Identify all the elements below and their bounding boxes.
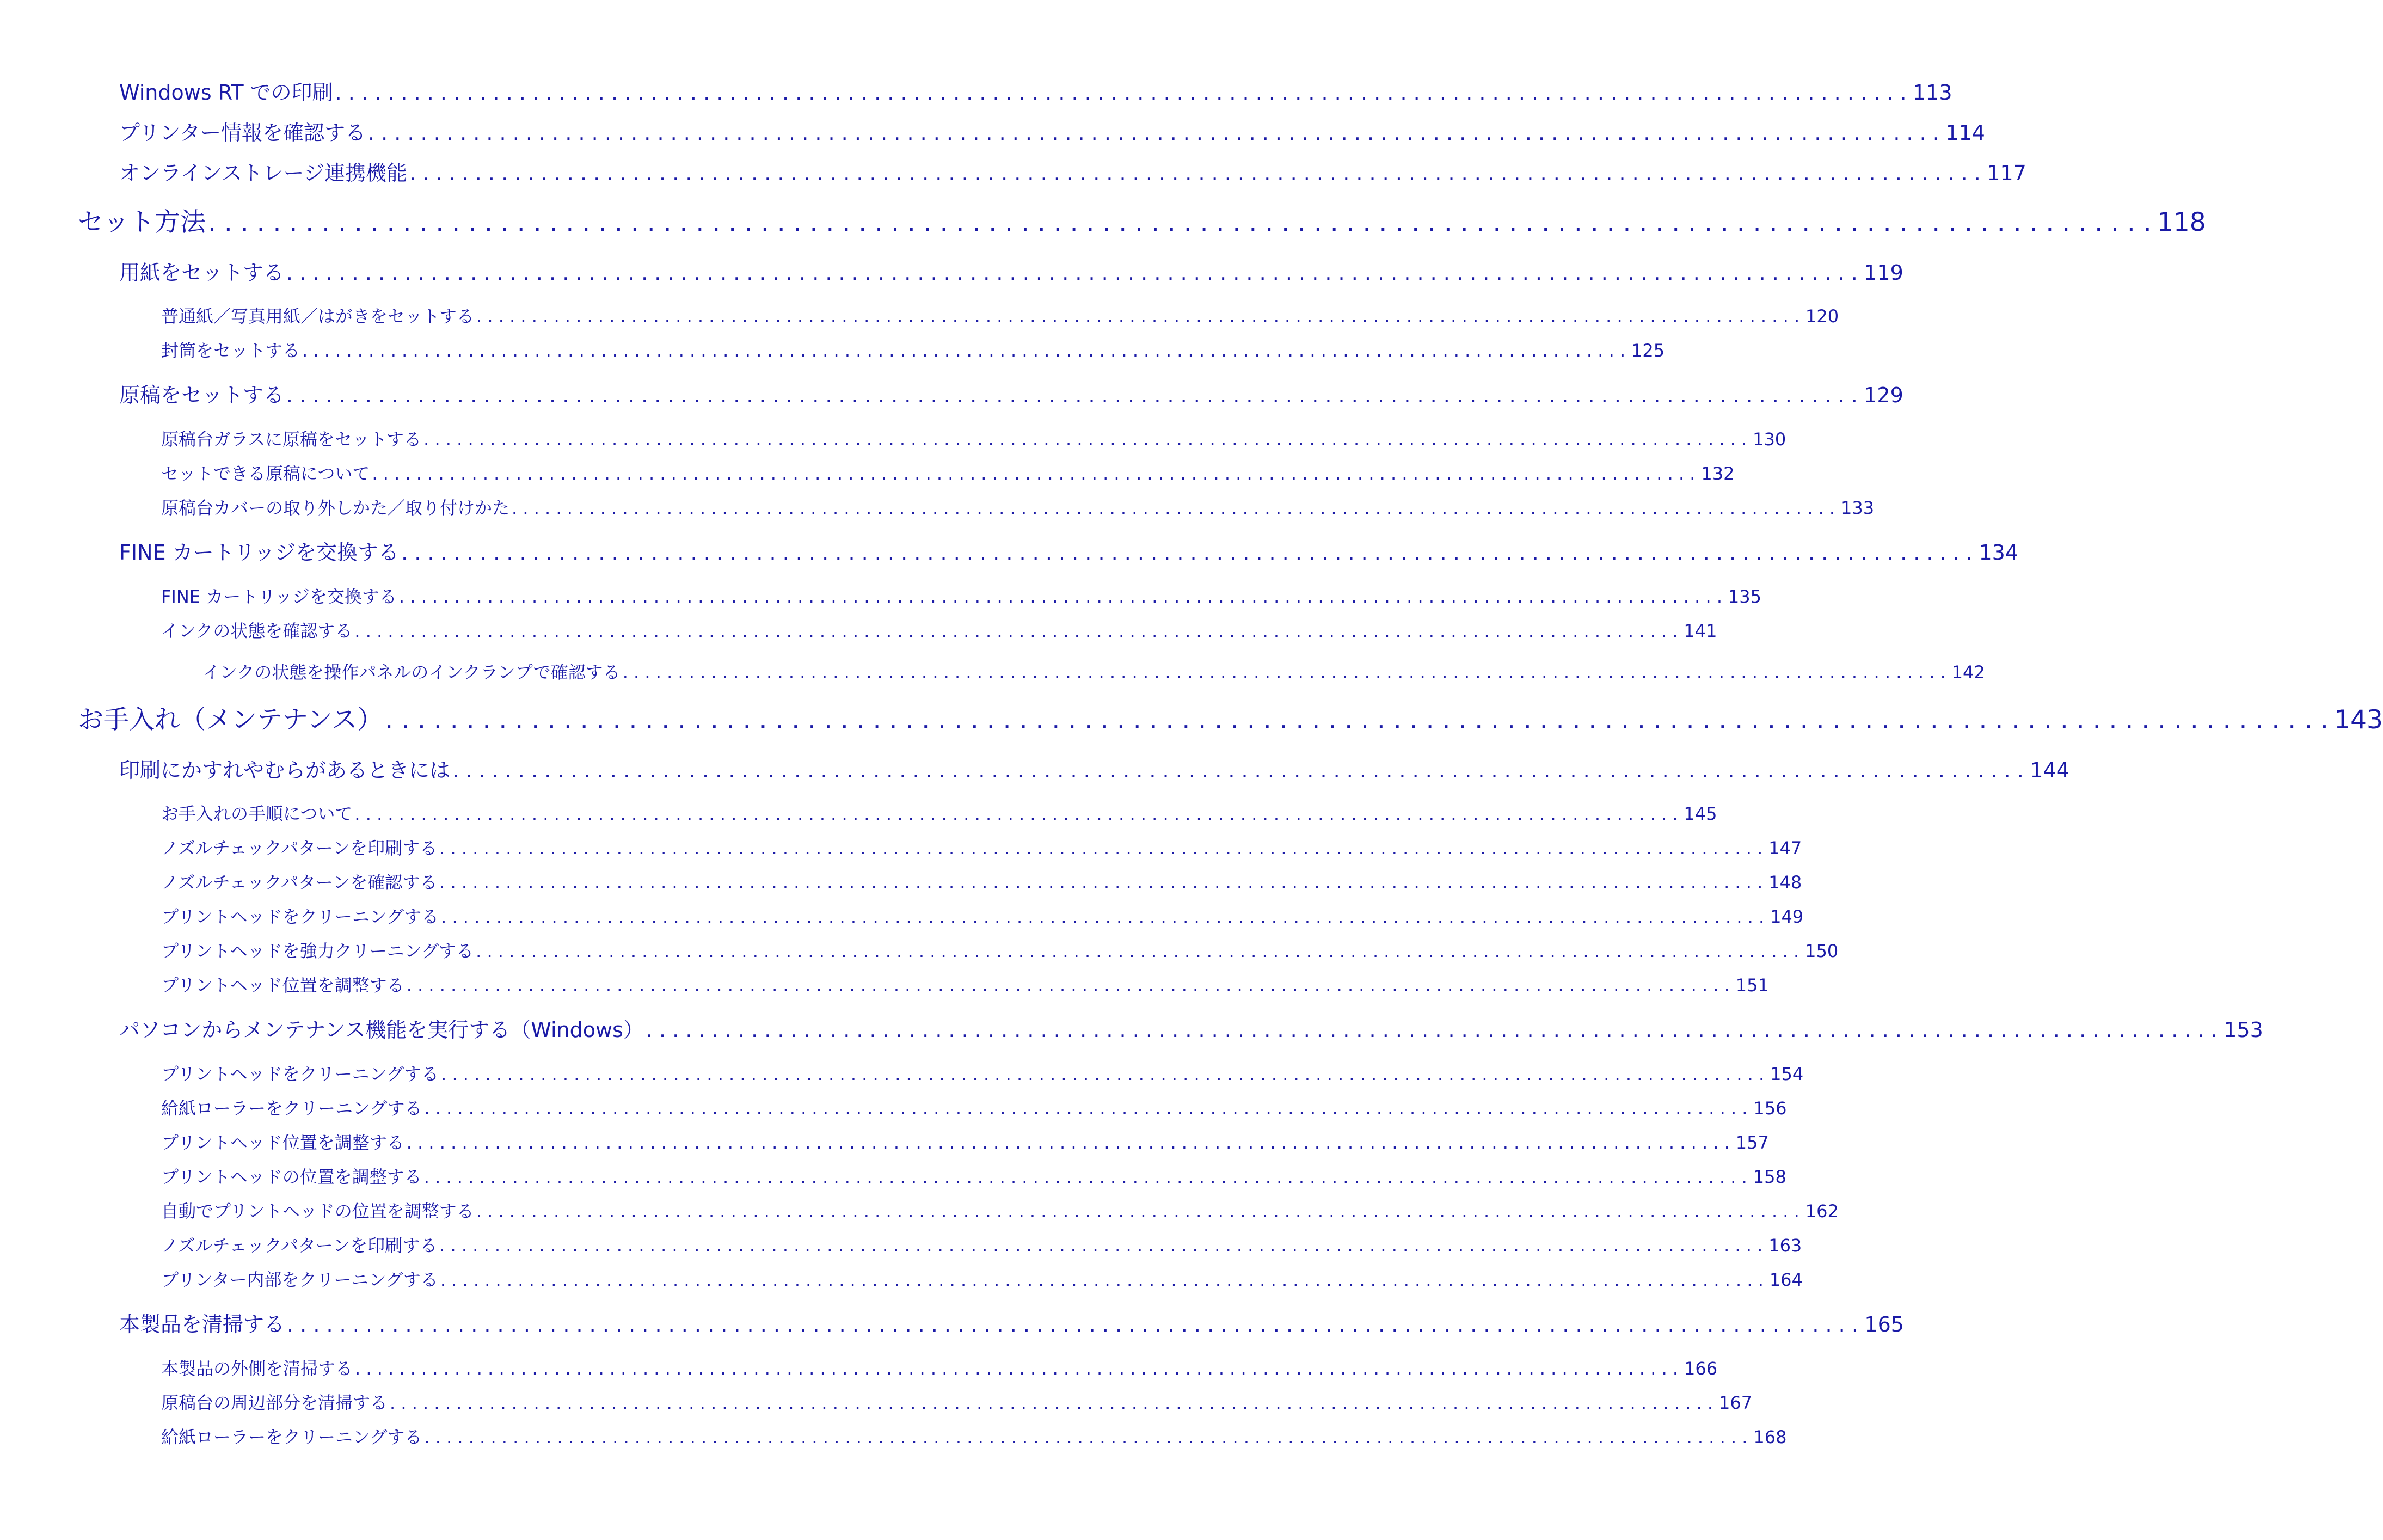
dot-leader: . . . . . . . . . . . . . . . . . . . . . . . . . . . . . . . . . . . . . . . . . . . . . . . . . . . . . . . . . . . . . . . . . . . . . . . . . . . . . . . . . . . . . . . . . . . . . . . . . . . . . . . . . . . . . . . . . . . . . . . . <box>476 306 1800 327</box>
toc-entry-title: インクの状態を確認する <box>161 621 353 641</box>
toc-entry-title: プリントヘッドをクリーニングする <box>161 1064 439 1084</box>
dot-leader: . . . . . . . . . . . . . . . . . . . . . . . . . . . . . . . . . . . . . . . . . . . . . . . . . . . . . . . . . . . . . . . . . . . . . . . . . . . . . . . . . . . . . . . . . . . . . . . . . . . . . . . . . . . . . . . . . . . . . . . . <box>385 705 2329 735</box>
toc-entry-title: プリントヘッドの位置を調整する <box>161 1167 422 1187</box>
toc-entry-title: ノズルチェックパターンを印刷する <box>161 838 438 858</box>
toc-entry-page-number: 119 <box>1864 261 1903 285</box>
toc-entry-level3[interactable] <box>161 494 1875 519</box>
toc-entry-title: 本製品の外側を清掃する <box>161 1358 353 1379</box>
toc-entry-level2[interactable] <box>119 378 1903 408</box>
toc-entry-level3[interactable] <box>161 1198 1839 1223</box>
dot-leader: . . . . . . . . . . . . . . . . . . . . . . . . . . . . . . . . . . . . . . . . . . . . . . . . . . . . . . . . . . . . . . . . . . . . . . . . . . . . . . . . . . . . . . . . . . . . . . . . . . . . . . . . . . . . . . . . . . . . . . . . <box>424 1098 1748 1119</box>
toc-entry-page-number: 149 <box>1770 906 1804 927</box>
toc-entry-title: 自動でプリントヘッドの位置を調整する <box>161 1201 474 1222</box>
toc-entry-page-number: 129 <box>1864 383 1903 407</box>
toc-entry-page-number: 164 <box>1769 1269 1803 1290</box>
toc-entry-level1[interactable] <box>78 700 2383 736</box>
toc-entry-title: プリントヘッド位置を調整する <box>161 1132 404 1153</box>
toc-entry-page-number: 153 <box>2224 1018 2263 1042</box>
toc-entry-page-number: 148 <box>1768 872 1802 893</box>
dot-leader: . . . . . . . . . . . . . . . . . . . . . . . . . . . . . . . . . . . . . . . . . . . . . . . . . . . . . . . . . . . . . . . . . . . . . . . . . . . . . . . . . . . . . . . . . . . . . . . . . . . . . . . . . . . . . . . . . . . . . . . . <box>355 1358 1679 1379</box>
dot-leader: . . . . . . . . . . . . . . . . . . . . . . . . . . . . . . . . . . . . . . . . . . . . . . . . . . . . . . . . . . . . . . . . . . . . . . . . . . . . . . . . . . . . . . . . . . . . . . . . . . . . . . . . . . . . . . . . . . . . . . . . <box>441 906 1765 927</box>
toc-entry-page-number: 165 <box>1864 1312 1904 1336</box>
dot-leader: . . . . . . . . . . . . . . . . . . . . . . . . . . . . . . . . . . . . . . . . . . . . . . . . . . . . . . . . . . . . . . . . . . . . . . . . . . . . . . . . . . . . . . . . . . . . . . . . . . . . . . . . . . . . . . . . . . . . . . . . <box>208 207 2152 237</box>
toc-entry-level3[interactable] <box>161 1355 1718 1380</box>
dot-leader: . . . . . . . . . . . . . . . . . . . . . . . . . . . . . . . . . . . . . . . . . . . . . . . . . . . . . . . . . . . . . . . . . . . . . . . . . . . . . . . . . . . . . . . . . . . . . . . . . . . . . . . . . . . . . . . . . . . . . . . . <box>439 872 1763 893</box>
toc-entry-title: お手入れの手順について <box>161 803 353 824</box>
toc-entry-level3[interactable] <box>161 303 1839 328</box>
toc-entry-level4[interactable] <box>202 659 1985 684</box>
toc-entry-level3[interactable] <box>161 1232 1802 1257</box>
toc-entry-page-number: 125 <box>1631 340 1665 361</box>
toc-entry-title: 原稿台カバーの取り外しかた／取り付けかた <box>161 498 510 518</box>
toc-entry-level3[interactable] <box>161 337 1665 362</box>
dot-leader: . . . . . . . . . . . . . . . . . . . . . . . . . . . . . . . . . . . . . . . . . . . . . . . . . . . . . . . . . . . . . . . . . . . . . . . . . . . . . . . . . . . . . . . . . . . . . . . . . . . . . . . . . . . . . . . . . . . . . . . . <box>286 261 1858 285</box>
toc-entry-page-number: 150 <box>1805 941 1839 961</box>
dot-leader: . . . . . . . . . . . . . . . . . . . . . . . . . . . . . . . . . . . . . . . . . . . . . . . . . . . . . . . . . . . . . . . . . . . . . . . . . . . . . . . . . . . . . . . . . . . . . . . . . . . . . . . . . . . . . . . . . . . . . . . . <box>424 1427 1748 1447</box>
dot-leader: . . . . . . . . . . . . . . . . . . . . . . . . . . . . . . . . . . . . . . . . . . . . . . . . . . . . . . . . . . . . . . . . . . . . . . . . . . . . . . . . . . . . . . . . . . . . . . . . . . . . . . . . . . . . . . . . . . . . . . . . <box>441 1064 1765 1084</box>
dot-leader: . . . . . . . . . . . . . . . . . . . . . . . . . . . . . . . . . . . . . . . . . . . . . . . . . . . . . . . . . . . . . . . . . . . . . . . . . . . . . . . . . . . . . . . . . . . . . . . . . . . . . . . . . . . . . . . . . . . . . . . . <box>423 429 1747 450</box>
dot-leader: . . . . . . . . . . . . . . . . . . . . . . . . . . . . . . . . . . . . . . . . . . . . . . . . . . . . . . . . . . . . . . . . . . . . . . . . . . . . . . . . . . . . . . . . . . . . . . . . . . . . . . . . . . . . . . . . . . . . . . . . <box>367 121 1939 145</box>
dot-leader: . . . . . . . . . . . . . . . . . . . . . . . . . . . . . . . . . . . . . . . . . . . . . . . . . . . . . . . . . . . . . . . . . . . . . . . . . . . . . . . . . . . . . . . . . . . . . . . . . . . . . . . . . . . . . . . . . . . . . . . . <box>406 1132 1730 1153</box>
toc-entry-level2[interactable] <box>119 116 1985 146</box>
toc-entry-page-number: 120 <box>1805 306 1839 327</box>
toc-entry-title: プリントヘッドをクリーニングする <box>161 906 439 927</box>
toc-entry-level2[interactable] <box>119 1308 1904 1337</box>
toc-entry-title: プリンター情報を確認する <box>119 121 366 145</box>
toc-entry-page-number: 118 <box>2157 207 2206 237</box>
toc-entry-page-number: 130 <box>1753 429 1786 450</box>
toc-entry-title: 原稿をセットする <box>119 383 284 407</box>
dot-leader: . . . . . . . . . . . . . . . . . . . . . . . . . . . . . . . . . . . . . . . . . . . . . . . . . . . . . . . . . . . . . . . . . . . . . . . . . . . . . . . . . . . . . . . . . . . . . . . . . . . . . . . . . . . . . . . . . . . . . . . . <box>476 941 1799 961</box>
toc-entry-title: セットできる原稿について <box>161 463 370 484</box>
dot-leader: . . . . . . . . . . . . . . . . . . . . . . . . . . . . . . . . . . . . . . . . . . . . . . . . . . . . . . . . . . . . . . . . . . . . . . . . . . . . . . . . . . . . . . . . . . . . . . . . . . . . . . . . . . . . . . . . . . . . . . . . <box>622 662 1946 683</box>
toc-entry-page-number: 134 <box>1979 541 2018 565</box>
toc-entry-title: インクの状態を操作パネルのインクランプで確認する <box>202 662 621 683</box>
toc-entry-page-number: 113 <box>1913 81 1952 105</box>
toc-entry-level3[interactable] <box>161 972 1769 997</box>
toc-entry-page-number: 147 <box>1768 838 1802 858</box>
toc-entry-title: FINE カートリッジを交換する <box>161 586 397 607</box>
dot-leader: . . . . . . . . . . . . . . . . . . . . . . . . . . . . . . . . . . . . . . . . . . . . . . . . . . . . . . . . . . . . . . . . . . . . . . . . . . . . . . . . . . . . . . . . . . . . . . . . . . . . . . . . . . . . . . . . . . . . . . . . <box>512 498 1835 518</box>
toc-entry-page-number: 154 <box>1770 1064 1804 1084</box>
dot-leader: . . . . . . . . . . . . . . . . . . . . . . . . . . . . . . . . . . . . . . . . . . . . . . . . . . . . . . . . . . . . . . . . . . . . . . . . . . . . . . . . . . . . . . . . . . . . . . . . . . . . . . . . . . . . . . . . . . . . . . . . <box>423 1167 1747 1187</box>
dot-leader: . . . . . . . . . . . . . . . . . . . . . . . . . . . . . . . . . . . . . . . . . . . . . . . . . . . . . . . . . . . . . . . . . . . . . . . . . . . . . . . . . . . . . . . . . . . . . . . . . . . . . . . . . . . . . . . . . . . . . . . . <box>452 758 2024 782</box>
toc-entry-level2[interactable] <box>119 156 2026 186</box>
toc-entry-page-number: 132 <box>1701 463 1735 484</box>
toc-entry-page-number: 114 <box>1945 121 1985 145</box>
dot-leader: . . . . . . . . . . . . . . . . . . . . . . . . . . . . . . . . . . . . . . . . . . . . . . . . . . . . . . . . . . . . . . . . . . . . . . . . . . . . . . . . . . . . . . . . . . . . . . . . . . . . . . . . . . . . . . . . . . . . . . . . <box>439 1235 1763 1256</box>
toc-entry-level3[interactable] <box>161 1163 1786 1188</box>
toc-entry-level2[interactable] <box>119 76 1952 106</box>
toc-entry-title: 給紙ローラーをクリーニングする <box>161 1098 422 1119</box>
dot-leader: . . . . . . . . . . . . . . . . . . . . . . . . . . . . . . . . . . . . . . . . . . . . . . . . . . . . . . . . . . . . . . . . . . . . . . . . . . . . . . . . . . . . . . . . . . . . . . . . . . . . . . . . . . . . . . . . . . . . . . . . <box>409 161 1981 185</box>
toc-entry-page-number: 156 <box>1753 1098 1787 1119</box>
toc-entry-title: プリンター内部をクリーニングする <box>161 1269 438 1290</box>
toc-entry-level3[interactable] <box>161 937 1839 962</box>
toc-entry-page-number: 144 <box>2030 758 2069 782</box>
toc-entry-page-number: 168 <box>1753 1427 1787 1447</box>
toc-entry-title: 用紙をセットする <box>119 261 284 285</box>
toc-entry-title: お手入れ（メンテナンス） <box>78 705 383 735</box>
dot-leader: . . . . . . . . . . . . . . . . . . . . . . . . . . . . . . . . . . . . . . . . . . . . . . . . . . . . . . . . . . . . . . . . . . . . . . . . . . . . . . . . . . . . . . . . . . . . . . . . . . . . . . . . . . . . . . . . . . . . . . . . <box>335 81 1907 105</box>
dot-leader: . . . . . . . . . . . . . . . . . . . . . . . . . . . . . . . . . . . . . . . . . . . . . . . . . . . . . . . . . . . . . . . . . . . . . . . . . . . . . . . . . . . . . . . . . . . . . . . . . . . . . . . . . . . . . . . . . . . . . . . . <box>476 1201 1799 1222</box>
toc-entry-title: ノズルチェックパターンを確認する <box>161 872 438 893</box>
toc-entry-title: ノズルチェックパターンを印刷する <box>161 1235 438 1256</box>
toc-entry-title: プリントヘッド位置を調整する <box>161 975 404 996</box>
dot-leader: . . . . . . . . . . . . . . . . . . . . . . . . . . . . . . . . . . . . . . . . . . . . . . . . . . . . . . . . . . . . . . . . . . . . . . . . . . . . . . . . . . . . . . . . . . . . . . . . . . . . . . . . . . . . . . . . . . . . . . . . <box>372 463 1696 484</box>
toc-entry-title: FINE カートリッジを交換する <box>119 541 400 565</box>
toc-entry-level3[interactable] <box>161 617 1717 642</box>
toc-entry-page-number: 158 <box>1753 1167 1786 1187</box>
toc-entry-title: セット方法 <box>78 207 206 237</box>
toc-entry-level3[interactable] <box>161 1266 1803 1291</box>
dot-leader: . . . . . . . . . . . . . . . . . . . . . . . . . . . . . . . . . . . . . . . . . . . . . . . . . . . . . . . . . . . . . . . . . . . . . . . . . . . . . . . . . . . . . . . . . . . . . . . . . . . . . . . . . . . . . . . . . . . . . . . . <box>646 1018 2218 1042</box>
toc-entry-level3[interactable] <box>161 1060 1804 1085</box>
toc-entry-level3[interactable] <box>161 869 1802 894</box>
toc-entry-level3[interactable] <box>161 583 1761 608</box>
toc-entry-level3[interactable] <box>161 1095 1787 1120</box>
toc-entry-page-number: 162 <box>1805 1201 1839 1222</box>
toc-entry-level3[interactable] <box>161 800 1717 825</box>
toc-entry-level3[interactable] <box>161 426 1786 451</box>
toc-entry-page-number: 142 <box>1951 662 1985 683</box>
toc-entry-page-number: 141 <box>1684 621 1717 641</box>
dot-leader: . . . . . . . . . . . . . . . . . . . . . . . . . . . . . . . . . . . . . . . . . . . . . . . . . . . . . . . . . . . . . . . . . . . . . . . . . . . . . . . . . . . . . . . . . . . . . . . . . . . . . . . . . . . . . . . . . . . . . . . . <box>302 340 1626 361</box>
toc-entry-level2[interactable] <box>119 753 2069 783</box>
toc-entry-level1[interactable] <box>78 202 2206 238</box>
dot-leader: . . . . . . . . . . . . . . . . . . . . . . . . . . . . . . . . . . . . . . . . . . . . . . . . . . . . . . . . . . . . . . . . . . . . . . . . . . . . . . . . . . . . . . . . . . . . . . . . . . . . . . . . . . . . . . . . . . . . . . . . <box>440 1269 1764 1290</box>
toc-entry-title: 普通紙／写真用紙／はがきをセットする <box>161 306 475 327</box>
toc-entry-level2[interactable] <box>119 1013 2263 1043</box>
dot-leader: . . . . . . . . . . . . . . . . . . . . . . . . . . . . . . . . . . . . . . . . . . . . . . . . . . . . . . . . . . . . . . . . . . . . . . . . . . . . . . . . . . . . . . . . . . . . . . . . . . . . . . . . . . . . . . . . . . . . . . . . <box>401 541 1973 565</box>
toc-entry-level3[interactable] <box>161 1424 1787 1449</box>
toc-entry-title: 原稿台の周辺部分を清掃する <box>161 1392 388 1413</box>
toc-entry-page-number: 117 <box>1987 161 2026 185</box>
toc-entry-level2[interactable] <box>119 256 1903 286</box>
toc-entry-title: オンラインストレージ連携機能 <box>119 161 407 185</box>
toc-entry-level3[interactable] <box>161 1389 1753 1414</box>
toc-entry-title: 本製品を清掃する <box>119 1312 285 1336</box>
toc-entry-page-number: 166 <box>1684 1358 1718 1379</box>
dot-leader: . . . . . . . . . . . . . . . . . . . . . . . . . . . . . . . . . . . . . . . . . . . . . . . . . . . . . . . . . . . . . . . . . . . . . . . . . . . . . . . . . . . . . . . . . . . . . . . . . . . . . . . . . . . . . . . . . . . . . . . . <box>354 621 1678 641</box>
dot-leader: . . . . . . . . . . . . . . . . . . . . . . . . . . . . . . . . . . . . . . . . . . . . . . . . . . . . . . . . . . . . . . . . . . . . . . . . . . . . . . . . . . . . . . . . . . . . . . . . . . . . . . . . . . . . . . . . . . . . . . . . <box>398 586 1722 607</box>
toc-entry-level3[interactable] <box>161 1129 1769 1154</box>
toc-entry-level3[interactable] <box>161 903 1804 928</box>
toc-entry-page-number: 143 <box>2334 705 2383 735</box>
dot-leader: . . . . . . . . . . . . . . . . . . . . . . . . . . . . . . . . . . . . . . . . . . . . . . . . . . . . . . . . . . . . . . . . . . . . . . . . . . . . . . . . . . . . . . . . . . . . . . . . . . . . . . . . . . . . . . . . . . . . . . . . <box>390 1392 1713 1413</box>
toc-entry-page-number: 163 <box>1768 1235 1802 1256</box>
dot-leader: . . . . . . . . . . . . . . . . . . . . . . . . . . . . . . . . . . . . . . . . . . . . . . . . . . . . . . . . . . . . . . . . . . . . . . . . . . . . . . . . . . . . . . . . . . . . . . . . . . . . . . . . . . . . . . . . . . . . . . . . <box>439 838 1763 858</box>
toc-entry-page-number: 135 <box>1728 586 1761 607</box>
toc-entry-title: Windows RT での印刷 <box>119 81 333 105</box>
toc-entry-page-number: 167 <box>1719 1392 1753 1413</box>
toc-entry-title: パソコンからメンテナンス機能を実行する（Windows） <box>119 1018 644 1042</box>
dot-leader: . . . . . . . . . . . . . . . . . . . . . . . . . . . . . . . . . . . . . . . . . . . . . . . . . . . . . . . . . . . . . . . . . . . . . . . . . . . . . . . . . . . . . . . . . . . . . . . . . . . . . . . . . . . . . . . . . . . . . . . . <box>287 1312 1858 1336</box>
toc-entry-page-number: 157 <box>1735 1132 1769 1153</box>
toc-entry-title: 原稿台ガラスに原稿をセットする <box>161 429 422 450</box>
toc-entry-page-number: 151 <box>1735 975 1769 996</box>
toc-entry-level2[interactable] <box>119 536 2018 566</box>
toc-entry-page-number: 145 <box>1684 803 1717 824</box>
dot-leader: . . . . . . . . . . . . . . . . . . . . . . . . . . . . . . . . . . . . . . . . . . . . . . . . . . . . . . . . . . . . . . . . . . . . . . . . . . . . . . . . . . . . . . . . . . . . . . . . . . . . . . . . . . . . . . . . . . . . . . . . <box>406 975 1730 996</box>
toc-entry-title: プリントヘッドを強力クリーニングする <box>161 941 474 961</box>
toc-entry-level3[interactable] <box>161 460 1735 485</box>
toc-entry-title: 給紙ローラーをクリーニングする <box>161 1427 422 1447</box>
dot-leader: . . . . . . . . . . . . . . . . . . . . . . . . . . . . . . . . . . . . . . . . . . . . . . . . . . . . . . . . . . . . . . . . . . . . . . . . . . . . . . . . . . . . . . . . . . . . . . . . . . . . . . . . . . . . . . . . . . . . . . . . <box>286 383 1858 407</box>
toc-entry-level3[interactable] <box>161 835 1802 860</box>
toc-entry-page-number: 133 <box>1841 498 1875 518</box>
toc-entry-title: 印刷にかすれやむらがあるときには <box>119 758 451 782</box>
dot-leader: . . . . . . . . . . . . . . . . . . . . . . . . . . . . . . . . . . . . . . . . . . . . . . . . . . . . . . . . . . . . . . . . . . . . . . . . . . . . . . . . . . . . . . . . . . . . . . . . . . . . . . . . . . . . . . . . . . . . . . . . <box>354 803 1678 824</box>
toc-entry-title: 封筒をセットする <box>161 340 300 361</box>
